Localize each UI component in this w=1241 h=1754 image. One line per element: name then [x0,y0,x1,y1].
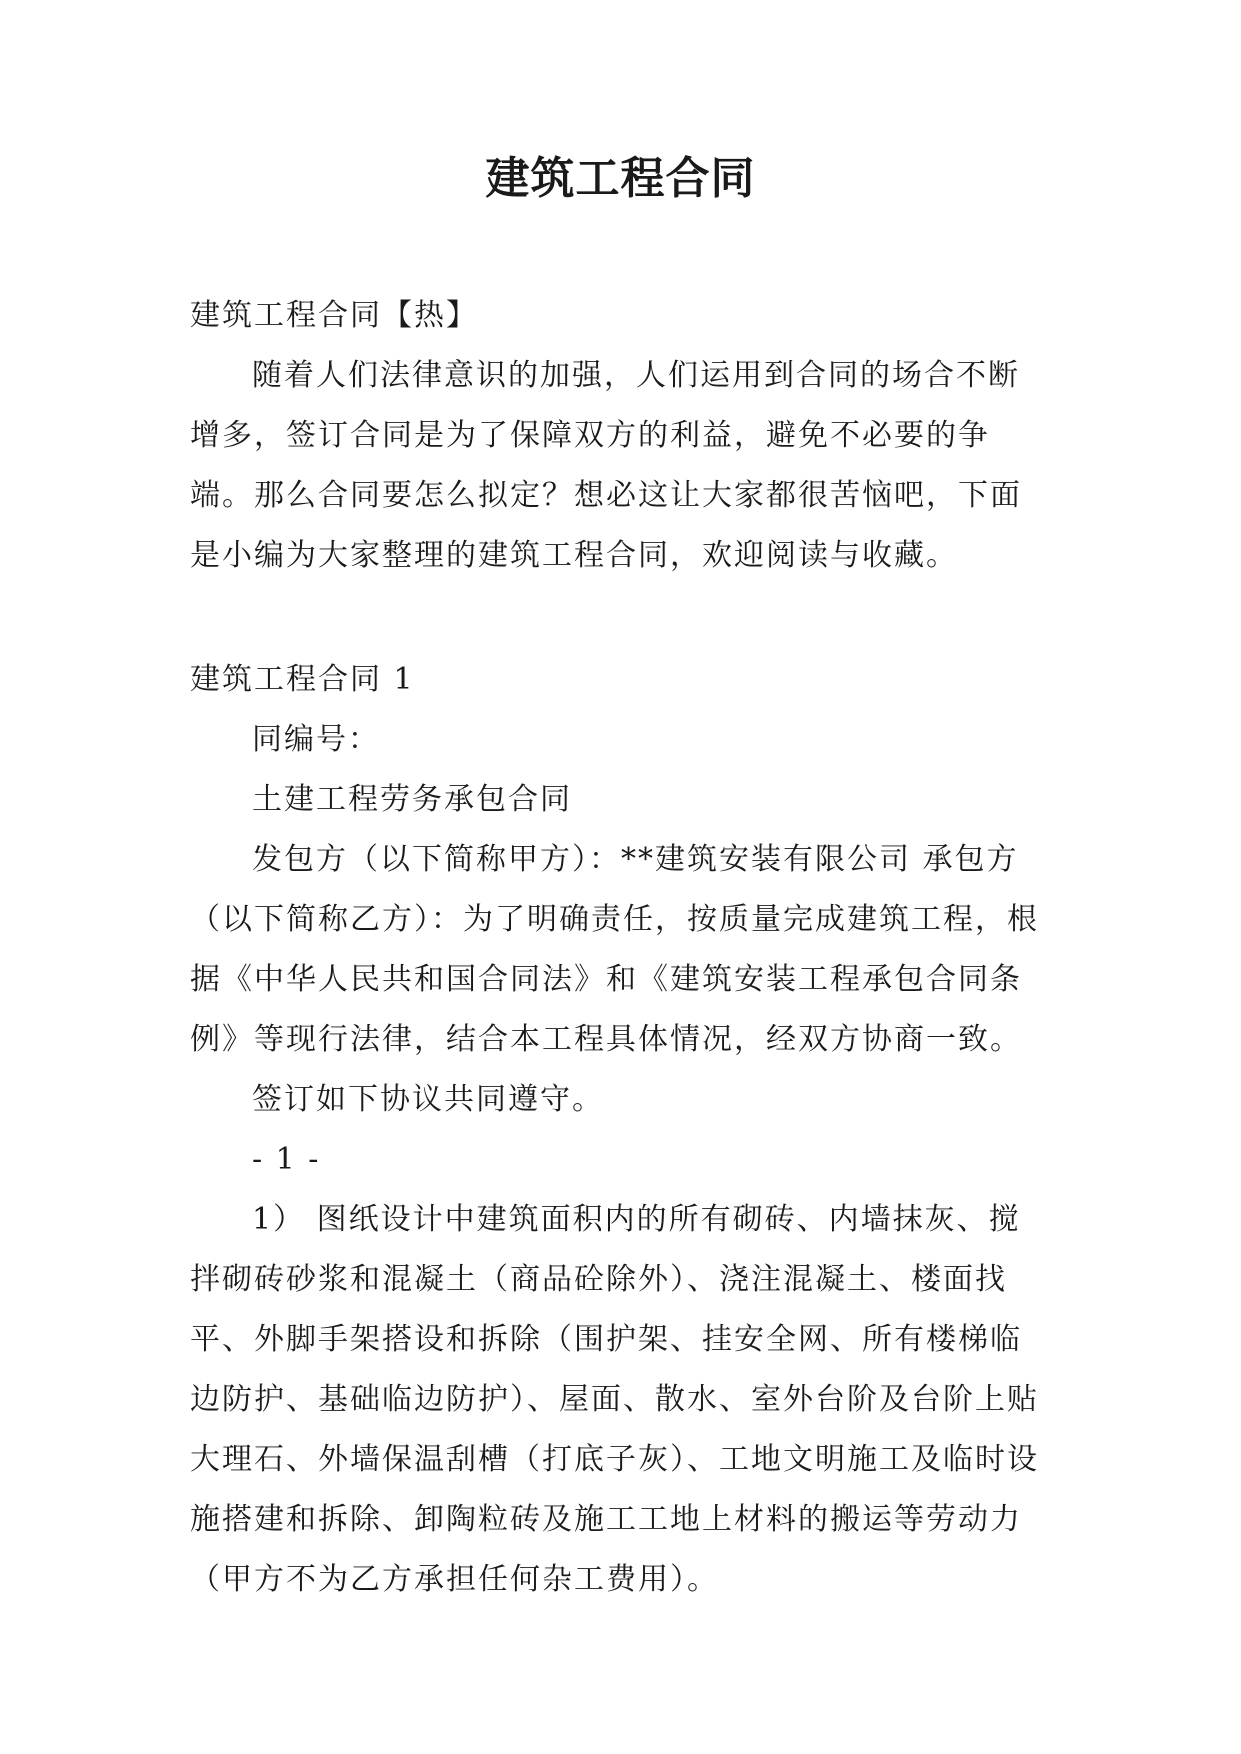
page-marker: - 1 - [252,1142,321,1177]
contract-number-label: 同编号： [252,722,380,757]
section-heading: 建筑工程合同 1 [190,662,415,697]
contract-name: 土建工程劳务承包合同 [252,782,572,817]
clause-1: 1） 图纸设计中建筑面积内的所有砌砖、内墙抹灰、搅拌砌砖砂浆和混凝土（商品砼除外）、浇注混凝土、楼面找平、外脚手架搭设和拆除（围护架、挂安全网、所有楼梯临边防护、基础临边防护）、屋面、散水、室外台阶及台阶上贴大理石、外墙保温刮槽（打底子灰）、工地文明施工及临时设施搭建和拆除、卸陶粒砖及施工工地上材料的搬运等劳动力（甲方不为乙方承担任何杂工费用）。 [190,1202,1039,1597]
document-body [190,286,1050,1610]
parties-paragraph: 发包方（以下简称甲方）：**建筑安装有限公司 承包方（以下简称乙方）：为了明确责任，按质量完成建筑工程，根据《中华人民共和国合同法》和《建筑安装工程承包合同条例》等现行法律，结合本工程具体情况，经双方协商一致。 [190,842,1039,1057]
agreement-line: 签订如下协议共同遵守。 [252,1082,604,1117]
subtitle: 建筑工程合同【热】 [190,298,478,333]
intro-paragraph: 随着人们法律意识的加强，人们运用到合同的场合不断增多，签订合同是为了保障双方的利益，避免不必要的争端。那么合同要怎么拟定？想必这让大家都很苦恼吧，下面是小编为大家整理的建筑工程合同，欢迎阅读与收藏。 [190,358,1022,573]
spacer [190,586,1050,650]
document-title: 建筑工程合同 [485,153,756,204]
